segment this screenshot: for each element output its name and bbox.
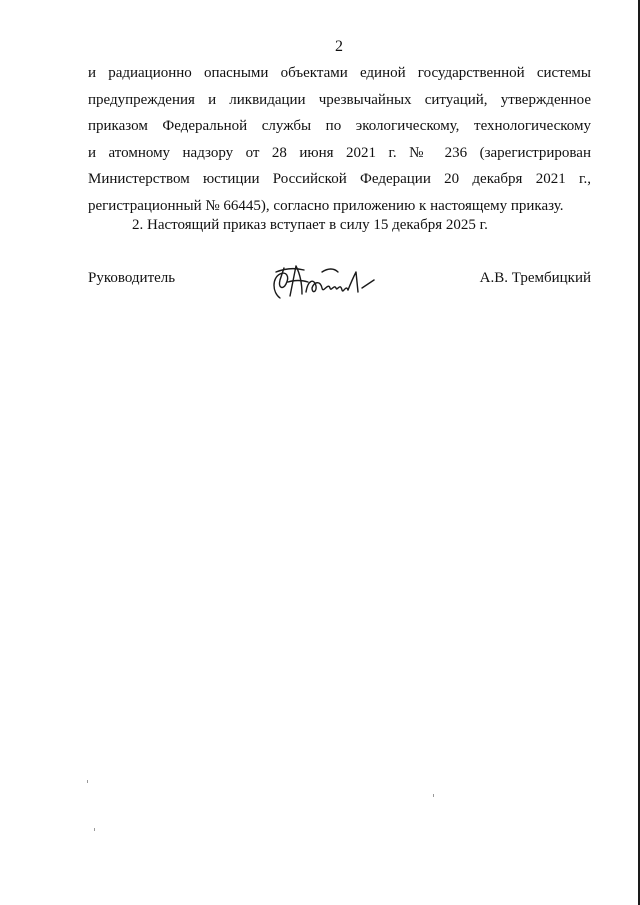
signatory-name: А.В. Трембицкий: [479, 270, 591, 286]
signatory-title: Руководитель: [88, 270, 176, 286]
handwritten-signature: [266, 258, 386, 306]
paragraph-1-line: регистрационный № 66445), согласно приложению к настоящему приказу.: [88, 197, 564, 214]
paragraph-2: 2. Настоящий приказ вступает в силу 15 декабря 2025 г.: [132, 217, 488, 233]
paragraph-1-line: и атомному надзору от 28 июня 2021 г. № 236 (зарегистрирован: [88, 144, 591, 161]
scan-speck: [433, 794, 434, 797]
page-number: 2: [335, 38, 343, 55]
signature-block: [88, 268, 591, 308]
scan-speck: [87, 780, 88, 783]
paragraph-1: [88, 60, 591, 219]
paragraph-1-line: приказом Федеральной службы по экологическому, технологическому: [88, 118, 591, 134]
scan-speck: [94, 828, 95, 831]
paragraph-1-line: и радиационно опасными объектами единой государственной системы: [88, 65, 591, 81]
paragraph-1-line: Министерством юстиции Российской Федерации 20 декабря 2021 г.,: [88, 171, 591, 187]
paragraph-1-line: предупреждения и ликвидации чрезвычайных ситуаций, утвержденное: [88, 91, 591, 108]
